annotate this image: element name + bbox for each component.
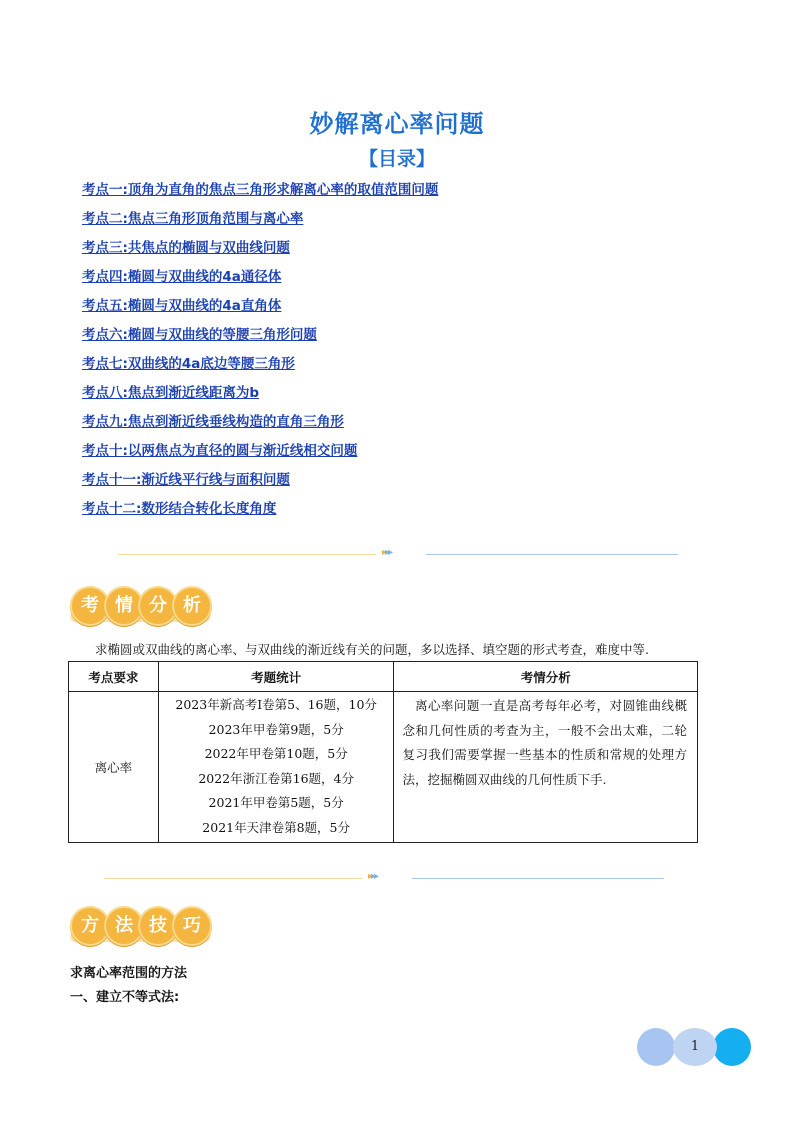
table-cell-analysis: 离心率问题一直是高考每年必考，对圆锥曲线概念和几何性质的考查为主，一般不会出太难，二轮复习我们需要掌握一些基本的性质和常规的处理方法，挖掘椭圆双曲线的几何性质下手. — [394, 692, 698, 843]
arrow-icon: ▸▸▸ — [382, 547, 392, 558]
toc-item-8[interactable]: 考点八:焦点到渐近线距离为b — [82, 385, 260, 401]
table-of-contents — [82, 180, 722, 528]
table-cell-stats — [158, 692, 394, 843]
section-divider — [104, 871, 664, 884]
stat-line: 2023年甲卷第9题，5分 — [208, 721, 344, 737]
stat-line: 2022年甲卷第10题，5分 — [204, 746, 348, 761]
page-title: 妙解离心率问题 — [309, 110, 485, 138]
toc-item-7[interactable]: 考点七:双曲线的4a底边等腰三角形 — [82, 356, 295, 372]
toc-heading: 【目录】 — [358, 148, 435, 170]
arrow-icon: ▸▸▸ — [368, 871, 378, 882]
toc-item-1[interactable]: 考点一:顶角为直角的焦点三角形求解离心率的取值范围问题 — [82, 182, 439, 198]
method-heading: 求离心率范围的方法 — [70, 966, 188, 981]
page-number: 1 — [690, 1039, 700, 1054]
table-cell-point: 离心率 — [69, 692, 159, 843]
toc-item-12[interactable]: 考点十二:数形结合转化长度角度 — [82, 501, 277, 517]
table-header: 考题统计 — [158, 662, 394, 692]
section-badge-methods: 方 法 技 巧 — [70, 906, 210, 946]
toc-item-9[interactable]: 考点九:焦点到渐近线垂线构造的直角三角形 — [82, 414, 344, 430]
page-number-badge — [637, 1028, 753, 1066]
table-header: 考点要求 — [69, 662, 159, 692]
section-badge-analysis: 考 情 分 析 — [70, 586, 210, 626]
stat-line: 2021年天津卷第8题，5分 — [202, 819, 351, 835]
section-divider — [118, 547, 678, 560]
table-header: 考情分析 — [394, 662, 698, 692]
toc-item-4[interactable]: 考点四:椭圆与双曲线的4a通径体 — [82, 269, 282, 285]
toc-item-11[interactable]: 考点十一:渐近线平行线与面积问题 — [82, 472, 290, 488]
exam-stats-table — [68, 661, 698, 843]
table-row — [69, 692, 698, 843]
toc-item-10[interactable]: 考点十:以两焦点为直径的圆与渐近线相交问题 — [82, 443, 358, 459]
toc-item-6[interactable]: 考点六:椭圆与双曲线的等腰三角形问题 — [82, 327, 317, 343]
table-header-row — [69, 662, 698, 692]
toc-item-5[interactable]: 考点五:椭圆与双曲线的4a直角体 — [82, 298, 282, 314]
stat-line: 2023年新高考I卷第5、16题，10分 — [175, 697, 377, 712]
stat-line: 2021年甲卷第5题，5分 — [208, 795, 344, 810]
method-subheading: 一、建立不等式法: — [70, 990, 180, 1005]
toc-item-2[interactable]: 考点二:焦点三角形顶角范围与离心率 — [82, 211, 304, 227]
toc-item-3[interactable]: 考点三:共焦点的椭圆与双曲线问题 — [82, 240, 290, 256]
intro-text: 求椭圆或双曲线的离心率、与双曲线的渐近线有关的问题，多以选择、填空题的形式考查，难度中等. — [95, 642, 649, 657]
stat-line: 2022年浙江卷第16题，4分 — [198, 770, 354, 786]
